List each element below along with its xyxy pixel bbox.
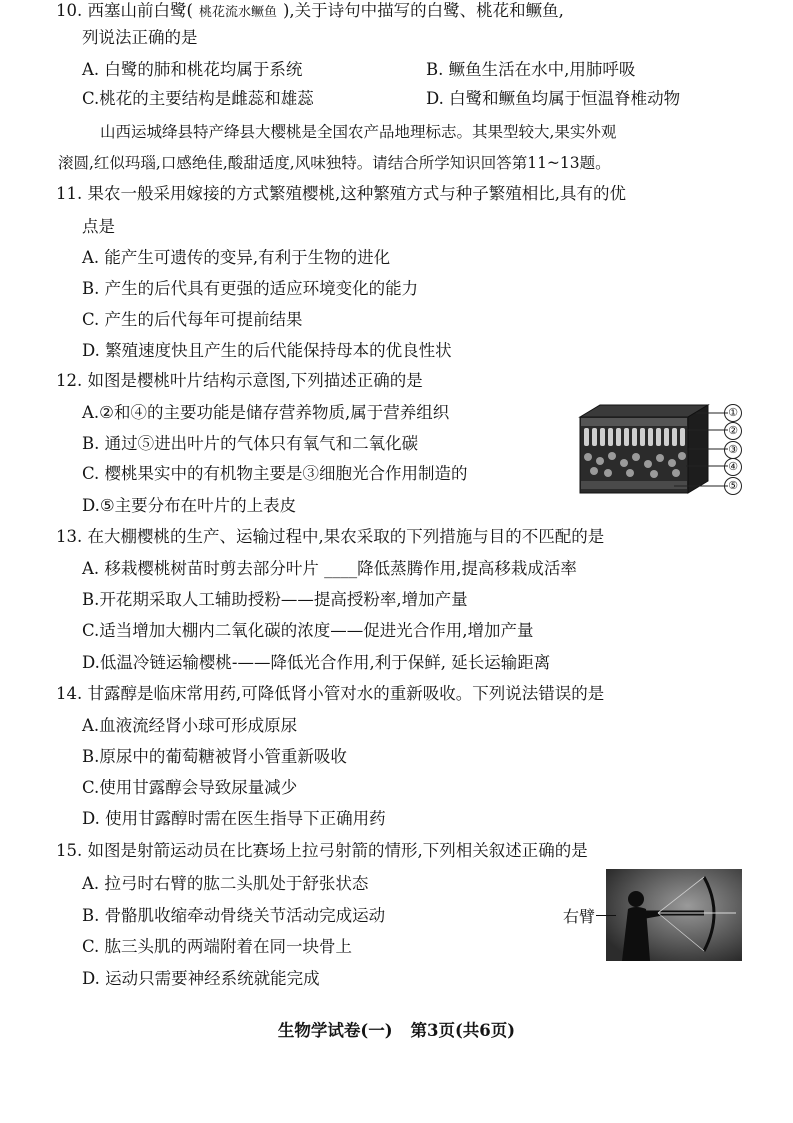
q15-option-d: D. 运动只需要神经系统就能完成 [82, 969, 320, 988]
right-arm-pointer-line [596, 915, 616, 916]
q15-stem: 15. 如图是射箭运动员在比赛场上拉弓射箭的情形,下列相关叙述正确的是 [56, 841, 588, 860]
q10-option-a: A. 白鹭的肺和桃花均属于系统 [82, 60, 303, 79]
q11-stem-line2: 点是 [82, 217, 115, 236]
q13-option-c: C.适当增加大棚内二氧化碳的浓度——促进光合作用,增加产量 [82, 621, 534, 640]
q11-option-a: A. 能产生可遗传的变异,有利于生物的进化 [82, 248, 391, 267]
q11-stem: 11. 果农一般采用嫁接的方式繁殖樱桃,这种繁殖方式与种子繁殖相比,具有的优 [56, 184, 626, 203]
q14-option-a: A.血液流经肾小球可形成原尿 [82, 716, 298, 735]
q12-stem: 12. 如图是樱桃叶片结构示意图,下列描述正确的是 [56, 371, 423, 390]
q11-option-d: D. 繁殖速度快且产生的后代能保持母本的优良性状 [82, 341, 452, 360]
q12-option-c: C. 樱桃果实中的有机物主要是③细胞光合作用制造的 [82, 464, 468, 483]
q10-stem-blank: 桃花流水鳜鱼 [198, 5, 277, 20]
leaf-label-5: ⑤ [724, 477, 742, 495]
q10-option-c: C.桃花的主要结构是雌蕊和雄蕊 [82, 89, 314, 108]
q10-option-b: B. 鳜鱼生活在水中,用肺呼吸 [426, 60, 636, 79]
q13-option-b: B.开花期采取人工辅助授粉——提高授粉率,增加产量 [82, 590, 468, 609]
leaf-structure-figure [578, 403, 744, 499]
q14-option-d: D. 使用甘露醇时需在医生指导下正确用药 [82, 809, 386, 828]
q14-option-c: C.使用甘露醇会导致尿量减少 [82, 778, 298, 797]
q12-option-b: B. 通过⑤进出叶片的气体只有氧气和二氧化碳 [82, 434, 419, 453]
q13-option-d: D.低温冷链运输樱桃-——降低光合作用,利于保鲜, 延长运输距离 [82, 653, 551, 672]
leaf-label-1: ① [724, 404, 742, 422]
context-line2: 滚圆,红似玛瑙,口感绝佳,酸甜适度,风味独特。请结合所学知识回答第11~13题。 [58, 154, 611, 172]
context-line1: 山西运城绛县特产绛县大樱桃是全国农产品地理标志。其果型较大,果实外观 [100, 123, 617, 141]
q14-option-b: B.原尿中的葡萄糖被肾小管重新吸收 [82, 747, 347, 766]
footer-page-number: 第3页(共6页) [410, 1021, 516, 1040]
q15-option-b: B. 骨骼肌收缩牵动骨绕关节活动完成运动 [82, 906, 386, 925]
q12-option-a: A.②和④的主要功能是储存营养物质,属于营养组织 [82, 403, 450, 422]
leaf-label-2: ② [724, 422, 742, 440]
q13-option-a: A. 移栽樱桃树苗时剪去部分叶片 ____降低蒸腾作用,提高移栽成活率 [82, 559, 577, 578]
q10-stem-line1 [56, 0, 564, 24]
q11-option-c: C. 产生的后代每年可提前结果 [82, 310, 303, 329]
q15-option-c: C. 肱三头肌的两端附着在同一块骨上 [82, 937, 353, 956]
q14-stem: 14. 甘露醇是临床常用药,可降低肾小管对水的重新吸收。下列说法错误的是 [56, 684, 605, 703]
q15-option-a: A. 拉弓时右臂的肱二头肌处于舒张状态 [82, 874, 369, 893]
leaf-cross-section-image [578, 403, 744, 499]
archer-photo [606, 869, 742, 961]
q11-option-b: B. 产生的后代具有更强的适应环境变化的能力 [82, 279, 419, 298]
q13-stem: 13. 在大棚樱桃的生产、运输过程中,果农采取的下列措施与目的不匹配的是 [56, 527, 605, 546]
page-footer [0, 1017, 793, 1041]
q10-stem-part1: 10. 西塞山前白鹭( [56, 1, 193, 20]
archer-silhouette-image [606, 869, 742, 961]
q12-option-d: D.⑤主要分布在叶片的上表皮 [82, 496, 297, 515]
q10-option-d: D. 白鹭和鳜鱼均属于恒温脊椎动物 [426, 89, 681, 108]
right-arm-label: 右臂 [563, 907, 596, 926]
q10-stem-line2: 列说法正确的是 [82, 28, 198, 47]
footer-title: 生物学试卷(一) [277, 1021, 393, 1040]
leaf-label-3: ③ [724, 441, 742, 459]
q10-stem-part2: ),关于诗句中描写的白鹭、桃花和鳜鱼, [282, 1, 564, 20]
leaf-label-4: ④ [724, 458, 742, 476]
